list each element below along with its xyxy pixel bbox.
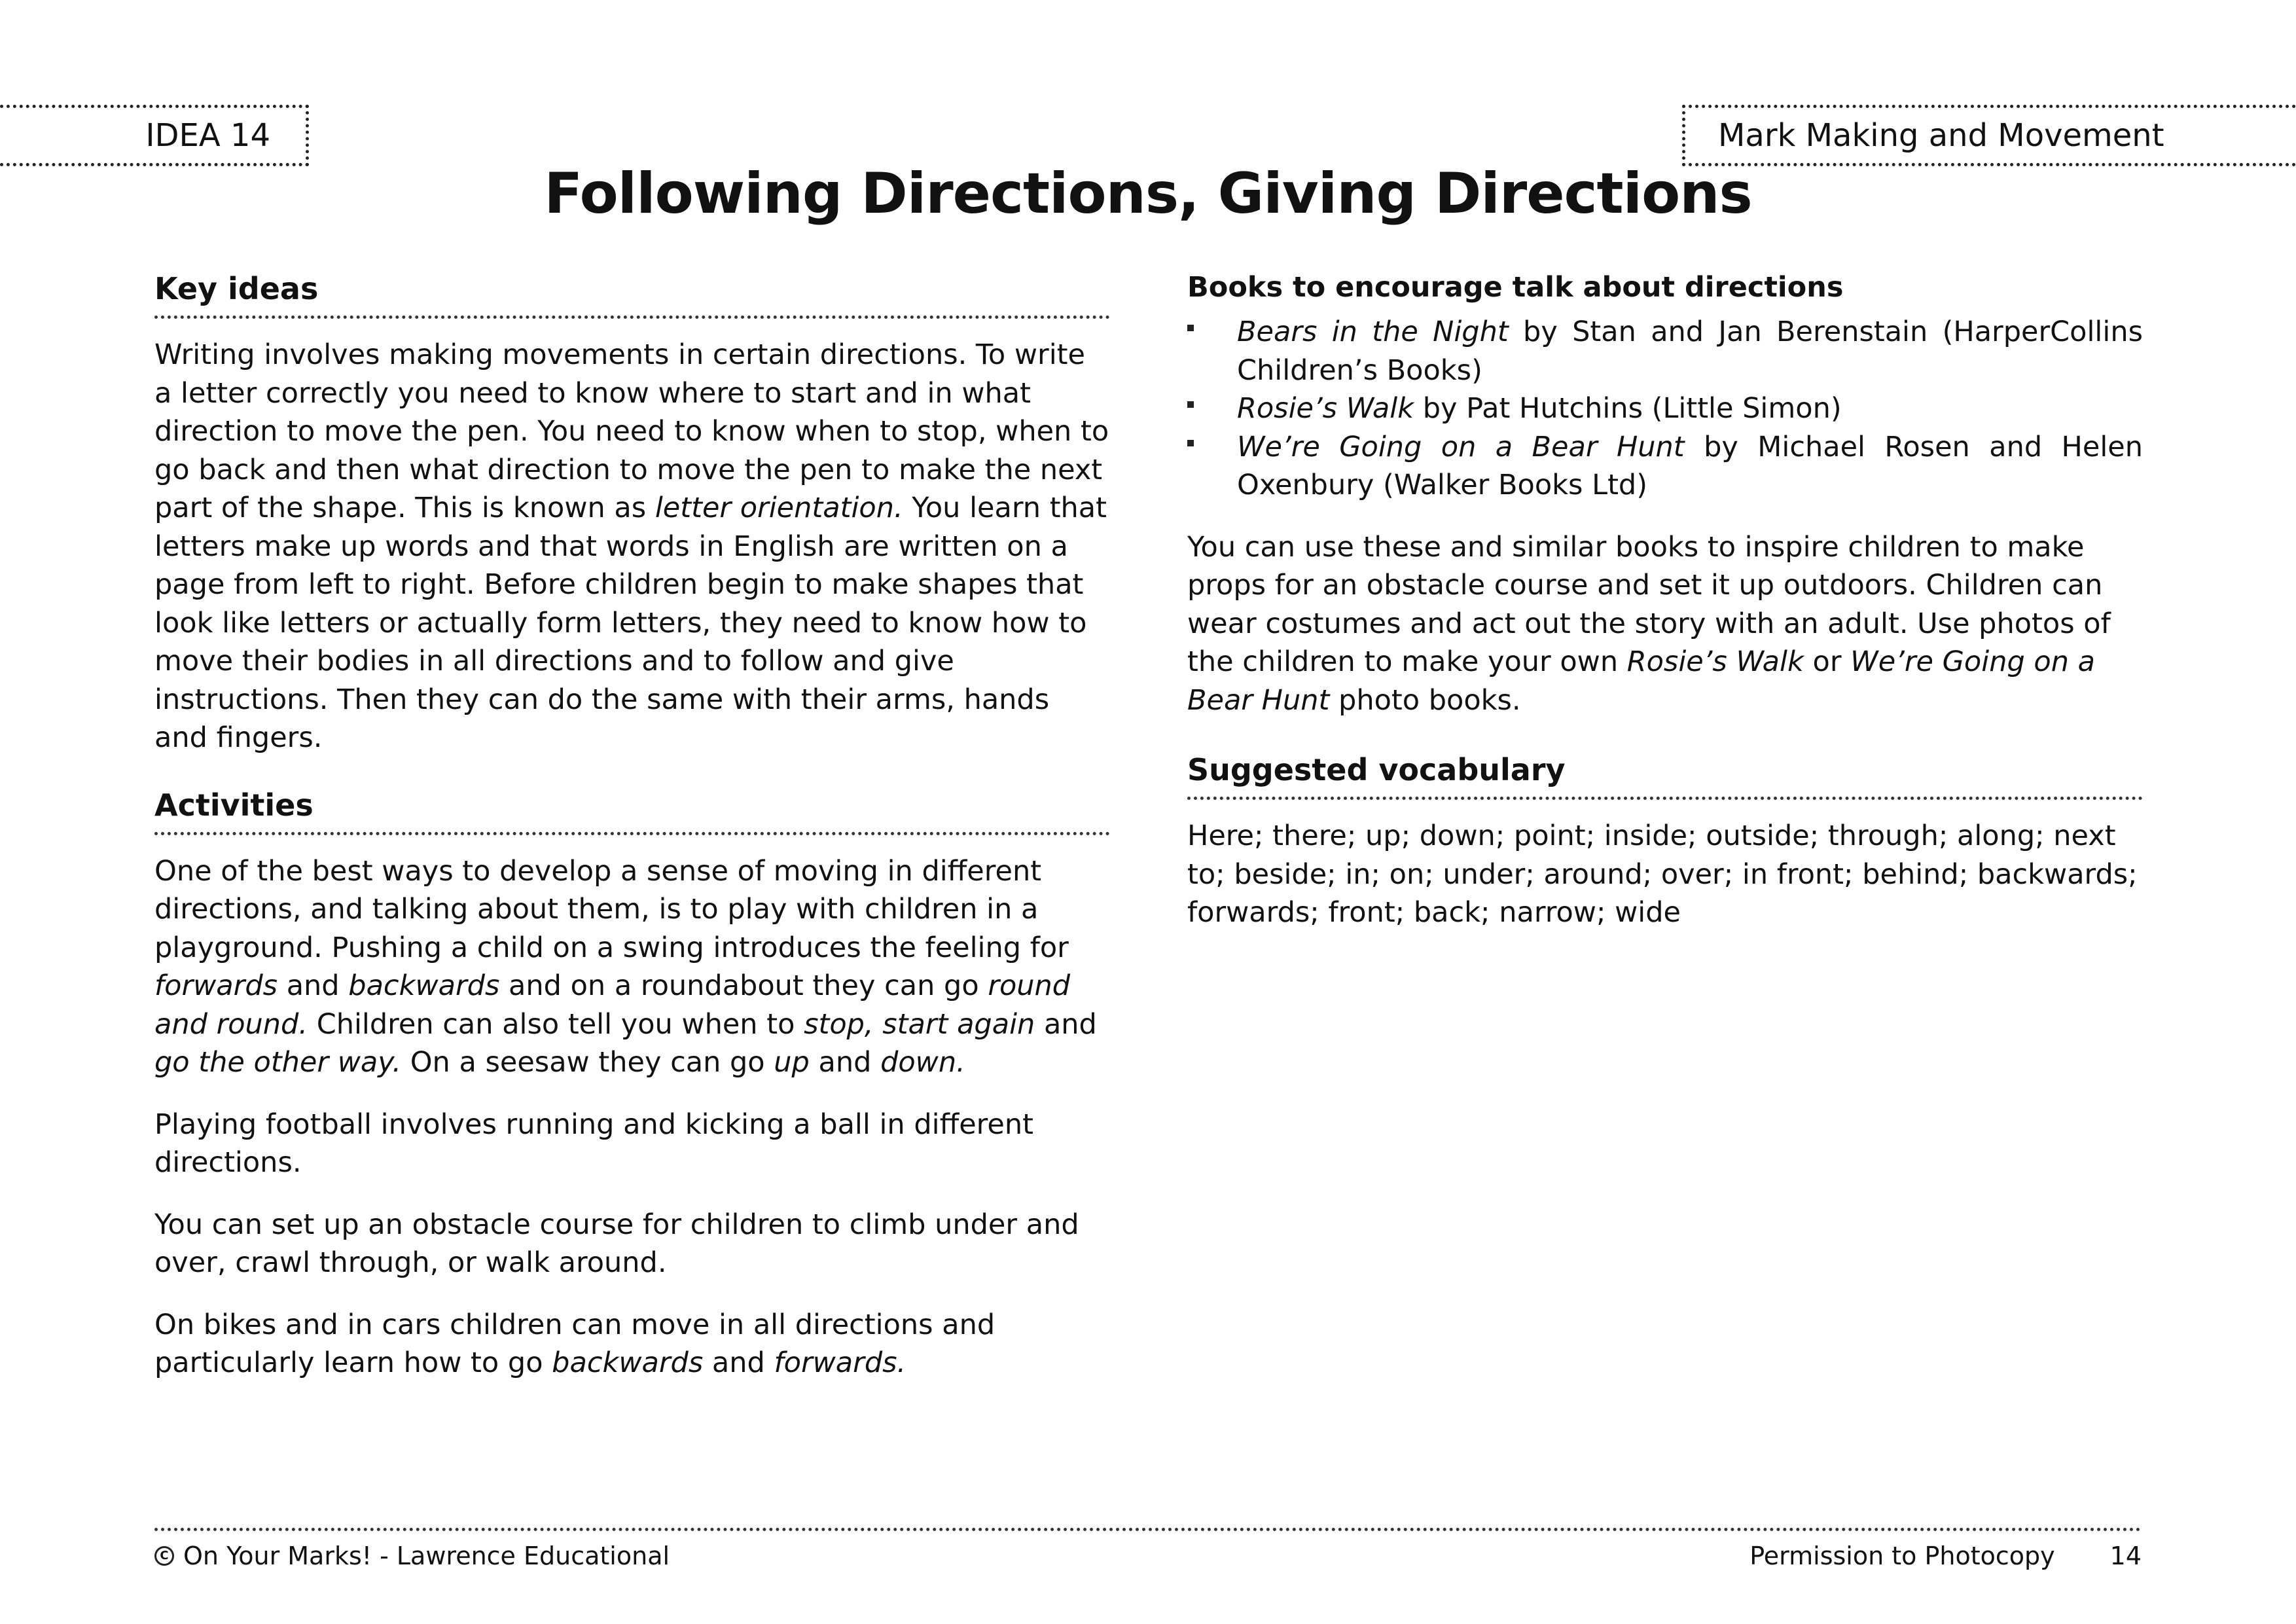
books-paragraph: [1187, 528, 2143, 720]
text-run: On bikes and in cars children can move in all directions and particularly learn how to go: [154, 1308, 996, 1379]
bullet-icon: [1187, 440, 1194, 446]
text-run: by Michael Rosen and Helen Oxenbury (Walker Books Ltd): [1237, 430, 2143, 501]
section-label: Mark Making and Movement: [1718, 117, 2164, 154]
footer-divider: [154, 1528, 2142, 1531]
italic-text: forwards.: [774, 1346, 906, 1379]
key-ideas-heading: Key ideas: [154, 271, 1110, 319]
italic-text: backwards: [552, 1346, 704, 1379]
italic-text: Rosie’s Walk: [1237, 392, 1414, 425]
footer-right: [1749, 1543, 2142, 1568]
text-run: One of the best ways to develop a sense of moving in different directions, and talking about them, is to play with children in a playground. Pushing a child on a swing introduces the feeling for: [154, 854, 1069, 964]
italic-text: We’re Going on a Bear Hunt: [1187, 645, 2095, 717]
copyright-text: On Your Marks! - Lawrence Educational: [183, 1542, 670, 1570]
italic-text: backwards: [348, 969, 500, 1002]
italic-text: Bears in the Night: [1237, 316, 1509, 348]
italic-text: up: [774, 1046, 810, 1079]
page-number: 14: [2109, 1542, 2142, 1570]
idea-number-tab: [0, 105, 309, 166]
vocabulary-heading: Suggested vocabulary: [1187, 752, 2143, 800]
italic-text: round and round.: [154, 969, 1071, 1041]
book-entry-text: [1237, 392, 1842, 425]
vocabulary-text: Here; there; up; down; point; inside; outside; through; along; next to; beside; in; on; under; around; over; in front; behind; backwards; forwards; front; back; narrow; wide: [1187, 820, 2138, 929]
section-tab: [1682, 105, 2296, 166]
page-title: Following Directions, Giving Directions: [544, 161, 1752, 226]
text-run: and: [809, 1046, 881, 1079]
book-list-item: [1187, 428, 2143, 505]
bullet-icon: [1187, 401, 1194, 408]
book-list-item: [1187, 313, 2143, 389]
text-run: or: [1803, 645, 1851, 678]
activities-paragraph: [154, 1206, 1110, 1282]
book-entry-text: [1237, 431, 2143, 502]
text-run: Playing football involves running and kicking a ball in different directions.: [154, 1108, 1033, 1179]
copyright-icon: C: [154, 1546, 174, 1566]
text-run: and on a roundabout they can go: [499, 969, 988, 1002]
book-list: [1187, 313, 2143, 505]
activities-paragraph: [154, 1306, 1110, 1382]
bullet-icon: [1187, 325, 1194, 331]
italic-text: down.: [880, 1046, 965, 1079]
activities-paragraph: [154, 852, 1110, 1082]
italic-text: stop, start again: [804, 1007, 1035, 1041]
text-run: You can use these and similar books to inspire children to make props for an obstacle course and set it up outdoors. Children can wear costumes and act out the story with an adult. Use photos of the children to make your own: [1187, 530, 2111, 678]
text-run: On a seesaw they can go: [401, 1046, 774, 1079]
text-run: Writing involves making movements in certain directions. To write a letter correctly you need to know where to start and in what direction to move the pen. You need to know when to stop, when to go back and then what direction to move the pen to make the next part of the shape. This is known as: [154, 338, 1109, 524]
activities-heading: Activities: [154, 787, 1110, 835]
italic-text: go the other way.: [154, 1046, 402, 1079]
permission-text: Permission to Photocopy: [1749, 1542, 2055, 1570]
text-run: and: [1035, 1007, 1097, 1041]
text-run: and: [278, 969, 349, 1002]
text-run: and: [703, 1346, 774, 1379]
text-run: Children can also tell you when to: [308, 1007, 804, 1041]
key-ideas-paragraph: [154, 336, 1110, 757]
right-column: [1187, 271, 2143, 932]
text-run: You can set up an obstacle course for children to climb under and over, crawl through, or walk around.: [154, 1208, 1079, 1279]
books-heading: Books to encourage talk about directions: [1187, 271, 1844, 304]
book-list-item: [1187, 389, 2143, 428]
book-entry-text: [1237, 316, 2143, 387]
text-run: by Stan and Jan Berenstain (HarperCollins Children’s Books): [1237, 316, 2143, 387]
text-run: by Pat Hutchins (Little Simon): [1414, 392, 1842, 425]
italic-text: forwards: [154, 969, 278, 1002]
italic-text: letter orientation.: [655, 492, 903, 524]
left-column: [154, 271, 1110, 1382]
text-run: You learn that letters make up words and that words in English are written on a page from left to right. Before children begin to make shapes that look like letters or actually form letters, they need to know how to move their bodies in all directions and to follow and give instructions. Then they can do the same with their arms, hands and fingers.: [154, 492, 1107, 754]
italic-text: Rosie’s Walk: [1626, 645, 1804, 678]
footer-copyright: [154, 1543, 670, 1568]
text-run: photo books.: [1329, 683, 1521, 717]
activities-paragraph: [154, 1106, 1110, 1182]
italic-text: We’re Going on a Bear Hunt: [1237, 430, 1685, 463]
idea-number-label: IDEA 14: [145, 117, 270, 154]
